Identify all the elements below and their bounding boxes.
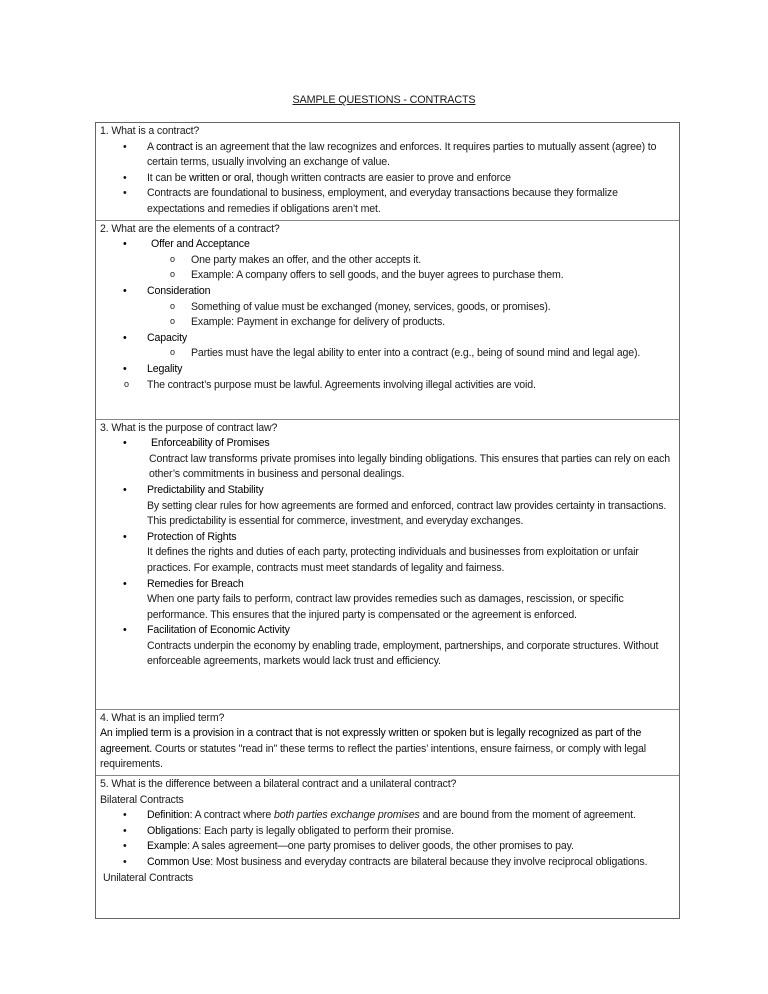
list-subitem: o Something of value must be exchanged (money, services, goods, or promises). — [100, 300, 676, 316]
purpose-body: Contracts underpin the economy by enabling trade, employment, partnerships, and corporate structures. Without enforceable agreements, markets would lack trust and efficiency. — [147, 639, 659, 668]
list-subitem: o Example: A company offers to sell goods, and the buyer agrees to purchase them. — [100, 268, 676, 284]
questions-table — [95, 122, 680, 919]
question-5 — [96, 775, 679, 918]
list-item: • Common Use: Most business and everyday contracts are bilateral because they involve reciprocal obligations. — [100, 855, 676, 871]
question-heading: 2. What are the elements of a contract? — [100, 222, 280, 235]
list-subitem: o The contract’s purpose must be lawful. Agreements involving illegal activities are void. — [100, 378, 676, 394]
answer-text: An implied term is a provision in a contract that is not expressly written or spoken but is legally recognized as part of the agreement. Courts or statutes "read in" these terms to reflect the parties’ intentions, ensure fairness, or comply with legal requirements. — [100, 727, 646, 771]
purpose-label: • Facilitation of Economic Activity — [100, 623, 676, 639]
list-item: • It can be written or oral, though written contracts are easier to prove and enforce — [100, 171, 676, 187]
list-item: • Obligations: Each party is legally obligated to perform their promise. — [100, 824, 676, 840]
element-label: • Consideration — [100, 284, 676, 300]
element-label: • Offer and Acceptance — [100, 237, 676, 253]
question-4 — [96, 709, 679, 775]
question-heading: 3. What is the purpose of contract law? — [100, 421, 278, 434]
question-heading: 1. What is a contract? — [100, 125, 200, 137]
question-1 — [96, 123, 679, 220]
list-item: • Definition: A contract where both parties exchange promises and are bound from the moment of agreement. — [100, 808, 676, 824]
purpose-label: • Predictability and Stability — [100, 483, 676, 499]
element-label: • Capacity — [100, 331, 676, 347]
purpose-body: When one party fails to perform, contract law provides remedies such as damages, rescission, or specific performance. This ensures that the injured party is compensated or the agreement is enforced. — [147, 593, 624, 621]
question-2 — [96, 220, 679, 419]
list-item: • Example: A sales agreement—one party promises to deliver goods, the other promises to pay. — [100, 839, 676, 855]
list-subitem: o Parties must have the legal ability to enter into a contract (e.g., being of sound mind and legal age). — [100, 346, 676, 362]
list-subitem: o Example: Payment in exchange for delivery of products. — [100, 315, 676, 331]
document-title: SAMPLE QUESTIONS - CONTRACTS — [292, 94, 476, 106]
purpose-label: • Protection of Rights — [100, 530, 676, 546]
purpose-body: By setting clear rules for how agreements are formed and enforced, contract law provides certainty in transactions. This predictability is essential for commerce, investment, and everyday exchanges. — [147, 499, 667, 528]
question-heading: 5. What is the difference between a bilateral contract and a unilateral contract? — [100, 777, 457, 790]
element-label: • Legality — [100, 362, 676, 378]
purpose-body: It defines the rights and duties of each party, protecting individuals and businesses from exploitation or unfair practices. For example, contracts must meet standards of legality and fairness. — [147, 546, 639, 574]
list-item: • Contracts are foundational to business, employment, and everyday transactions because they formalize expectations and remedies if obligations aren’t met. — [100, 186, 676, 217]
list-item: • A contract is an agreement that the law recognizes and enforces. It requires parties to mutually assent (agree) to certain terms, usually involving an exchange of value. — [100, 140, 676, 171]
subheading-bilateral: Bilateral Contracts — [100, 793, 184, 806]
list-subitem: o One party makes an offer, and the other accepts it. — [100, 253, 676, 269]
subheading-unilateral: Unilateral Contracts — [103, 871, 194, 884]
question-3 — [96, 419, 679, 709]
purpose-label: • Remedies for Breach — [100, 577, 676, 593]
purpose-body: Contract law transforms private promises into legally binding obligations. This ensures that parties can rely on each other’s commitments in business and personal dealings. — [149, 452, 671, 481]
purpose-label: • Enforceability of Promises — [100, 436, 676, 452]
question-heading: 4. What is an implied term? — [100, 711, 225, 724]
